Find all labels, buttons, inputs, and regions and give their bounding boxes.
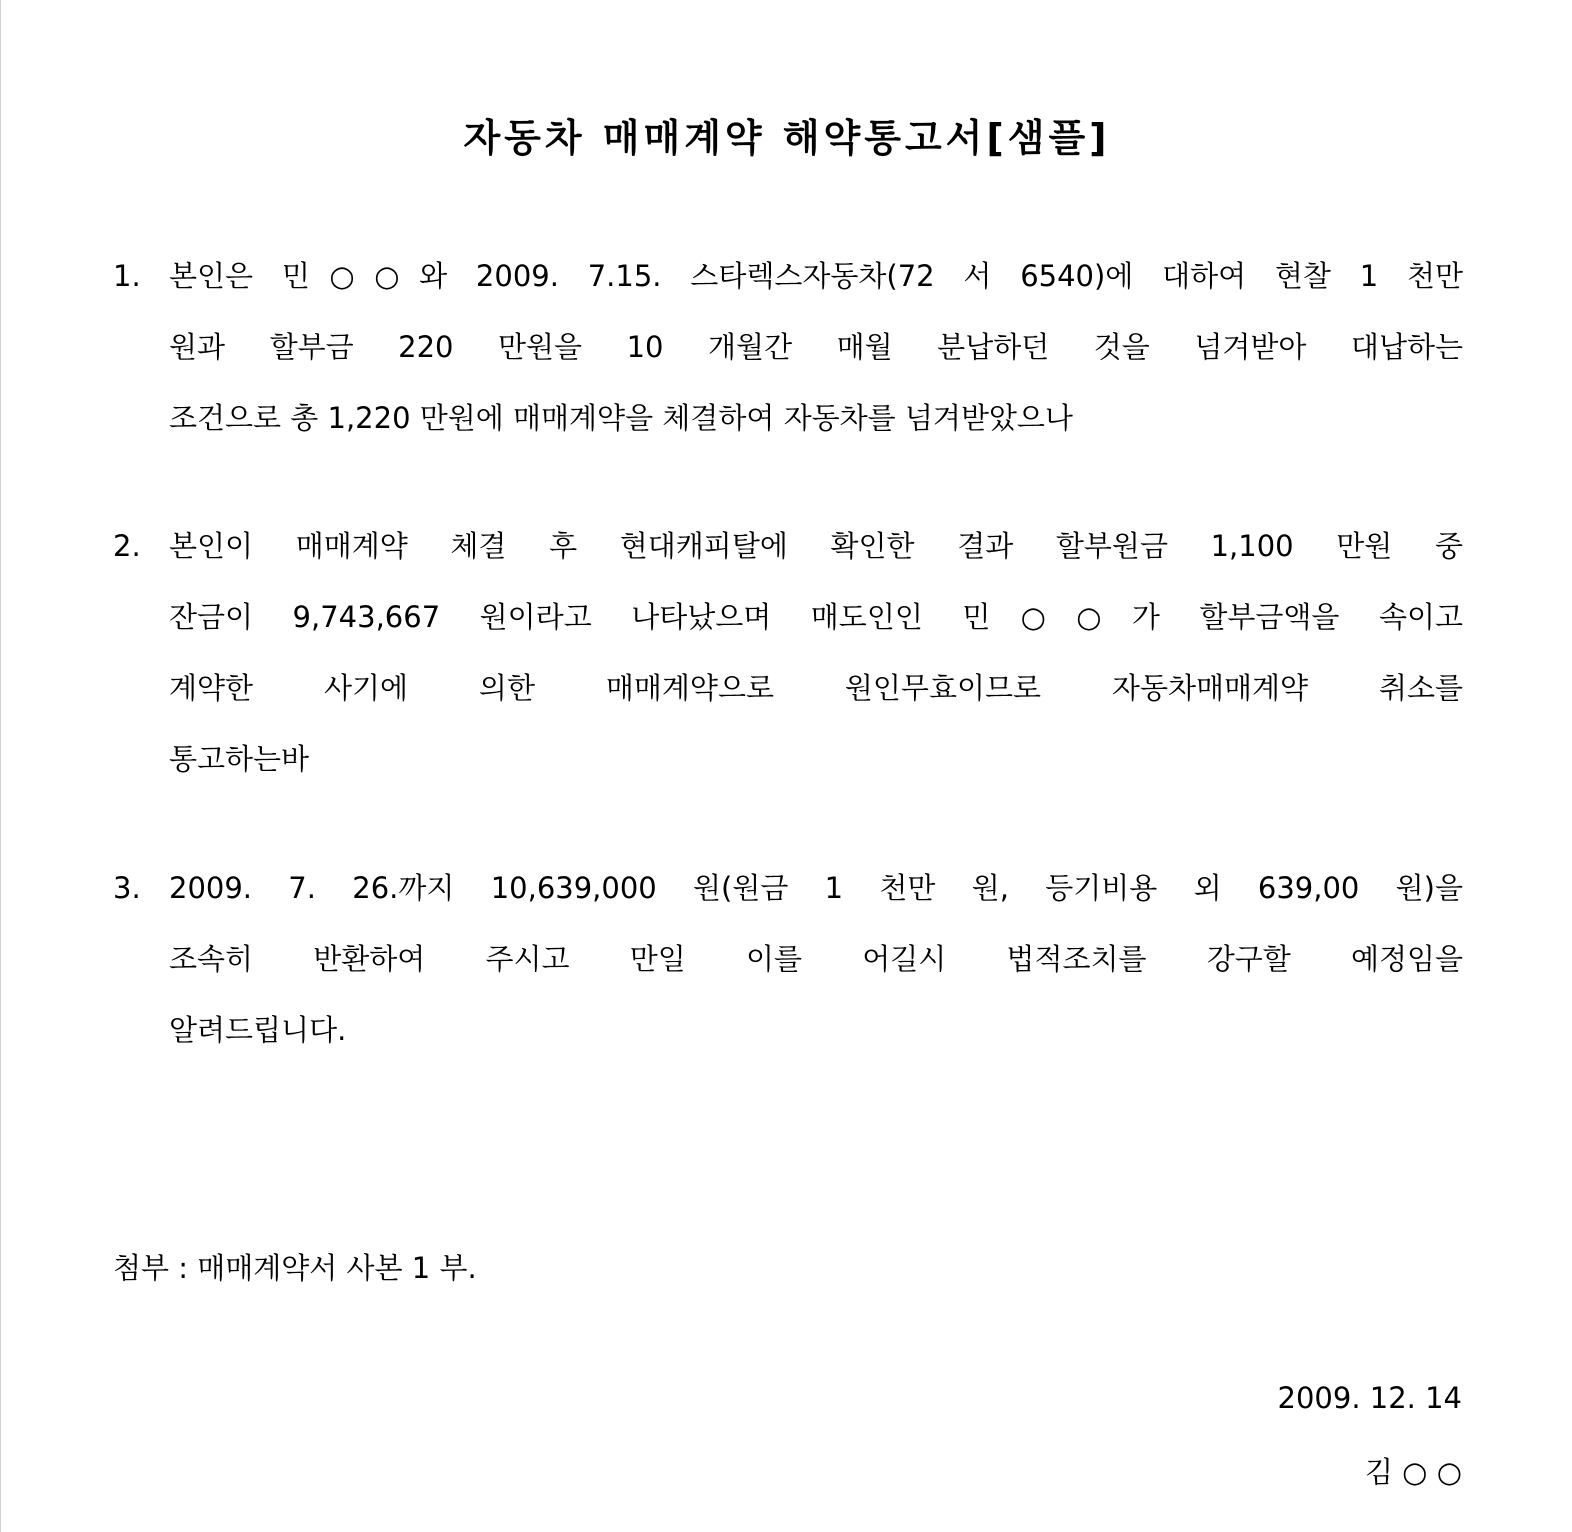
- paragraph-text: 통고하는바: [169, 742, 310, 776]
- paragraph-line: [113, 939, 1463, 1010]
- document-date: 2009. 12. 14: [1277, 1381, 1462, 1415]
- paragraph-text: 조속히 반환하여 주시고 만일 이를 어길시 법적조치를 강구할 예정임을: [169, 942, 1463, 976]
- paragraph-text: 알려드립니다.: [169, 1013, 347, 1047]
- paragraph-2: [113, 526, 1463, 810]
- paragraph-line: [113, 1010, 1463, 1081]
- paragraph-line: [113, 868, 1463, 939]
- paragraph-1: [113, 256, 1463, 469]
- paragraph-text: 잔금이 9,743,667 원이라고 나타났으며 매도인인 민○○가 할부금액을 속이고: [169, 600, 1463, 634]
- paragraph-number: 2.: [113, 529, 141, 563]
- signer-name: 김 ○ ○: [1364, 1455, 1462, 1489]
- paragraph-number: 3.: [113, 871, 141, 905]
- paragraph-line: [113, 398, 1463, 469]
- paragraph-text: 본인이 매매계약 체결 후 현대캐피탈에 확인한 결과 할부원금 1,100 만원 중: [169, 529, 1463, 563]
- paragraph-line: [113, 739, 1463, 810]
- paragraph-line: [113, 256, 1463, 327]
- paragraph-number: 1.: [113, 259, 141, 293]
- paragraph-text: 조건으로 총 1,220 만원에 매매계약을 체결하여 자동차를 넘겨받았으나: [169, 401, 1073, 435]
- paragraph-text: 원과 할부금 220 만원을 10 개월간 매월 분납하던 것을 넘겨받아 대납하는: [169, 330, 1463, 364]
- paragraph-line: [113, 526, 1463, 597]
- document-title: 자동차 매매계약 해약통고서[샘플]: [463, 116, 1111, 160]
- paragraph-text: 2009. 7. 26.까지 10,639,000 원(원금 1 천만 원, 등기비용 외 639,00 원)을: [169, 871, 1463, 905]
- paragraph-text: 본인은 민○○와 2009. 7.15. 스타렉스자동차(72 서 6540)에 대하여 현찰 1 천만: [169, 259, 1463, 293]
- paragraph-line: [113, 597, 1463, 668]
- paragraph-3: [113, 868, 1463, 1081]
- paragraph-line: [113, 668, 1463, 739]
- paragraph-line: [113, 327, 1463, 398]
- paragraph-text: 계약한 사기에 의한 매매계약으로 원인무효이므로 자동차매매계약 취소를: [169, 671, 1463, 705]
- attachment-note: 첨부 : 매매계약서 사본 1 부.: [113, 1251, 477, 1285]
